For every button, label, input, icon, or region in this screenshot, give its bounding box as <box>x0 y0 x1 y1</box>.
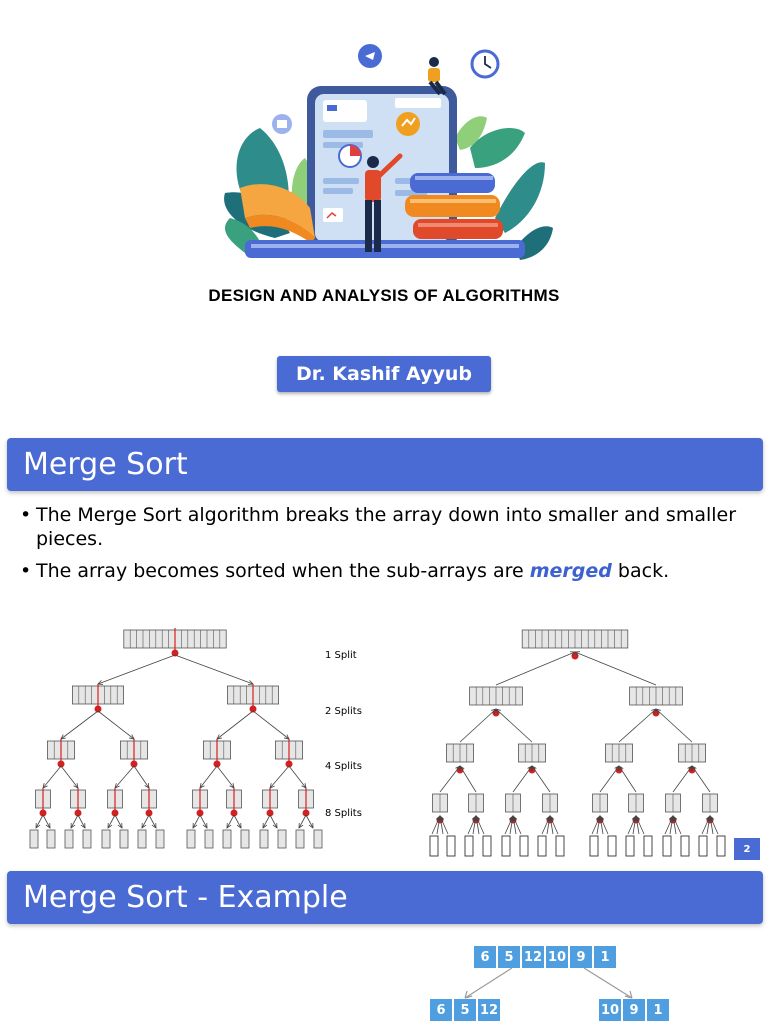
tree-arrow <box>134 766 149 788</box>
single-element <box>681 836 689 856</box>
bullet-text: The Merge Sort algorithm breaks the array down into smaller and smaller pieces. <box>36 504 737 550</box>
split-point <box>572 653 579 660</box>
single-element <box>608 836 616 856</box>
tree-arrow <box>619 709 656 742</box>
tree-arrow <box>513 766 532 792</box>
array-cell: 9 <box>623 999 645 1021</box>
tree-arrow <box>460 766 476 792</box>
bullet-text-after: back. <box>611 560 670 582</box>
array-cell: 9 <box>570 946 592 968</box>
page-number-badge: 2 <box>734 838 760 860</box>
array-cell: 6 <box>430 999 452 1021</box>
single-element <box>30 830 38 848</box>
tree-arrow <box>142 815 149 828</box>
tree-arrow <box>43 815 50 828</box>
tree-arrow <box>496 652 575 685</box>
array-cell: 6 <box>474 946 496 968</box>
tree-arrow <box>193 815 200 828</box>
tree-arrow <box>78 815 85 828</box>
single-element <box>138 830 146 848</box>
tree-arrow <box>306 815 313 828</box>
split-point <box>493 710 500 717</box>
single-element <box>102 830 110 848</box>
tree-arrow <box>175 655 253 684</box>
single-element <box>278 830 286 848</box>
bullet-dot: • <box>20 560 32 582</box>
array-cell: 5 <box>498 946 520 968</box>
array-cell: 12 <box>522 946 544 968</box>
single-element <box>483 836 491 856</box>
split-level-label: 1 Split <box>325 650 357 661</box>
single-element <box>430 836 438 856</box>
array-cell: 10 <box>546 946 568 968</box>
tree-arrow <box>43 766 61 788</box>
bullet-emphasis: merged <box>529 560 612 582</box>
single-element <box>717 836 725 856</box>
tree-arrow <box>36 815 43 828</box>
slide-title-text: Merge Sort <box>23 447 188 482</box>
single-element <box>156 830 164 848</box>
tree-arrow <box>253 711 289 739</box>
tree-arrow <box>61 766 78 788</box>
split-level-label: 8 Splits <box>325 808 362 819</box>
single-element <box>187 830 195 848</box>
single-element <box>590 836 598 856</box>
single-element <box>626 836 634 856</box>
single-element <box>465 836 473 856</box>
tree-arrow <box>656 709 692 742</box>
single-element <box>502 836 510 856</box>
split-point <box>653 710 660 717</box>
single-element <box>296 830 304 848</box>
array-cell: 10 <box>599 999 621 1021</box>
tree-arrow <box>108 815 115 828</box>
array-cell: 5 <box>454 999 476 1021</box>
split-level-label: 2 Splits <box>325 706 362 717</box>
tree-arrow <box>575 652 656 685</box>
tree-arrow <box>61 711 98 739</box>
tree-arrow <box>149 815 156 828</box>
left-subarray <box>430 999 500 1021</box>
tree-arrow <box>532 766 550 792</box>
split-level-label: 4 Splits <box>325 761 362 772</box>
single-element <box>223 830 231 848</box>
single-element <box>120 830 128 848</box>
tree-arrow <box>227 815 234 828</box>
single-element <box>260 830 268 848</box>
tree-arrow <box>200 766 217 788</box>
single-element <box>47 830 55 848</box>
single-element <box>663 836 671 856</box>
tree-arrow <box>496 709 532 742</box>
bullet-item <box>20 503 740 551</box>
single-element <box>520 836 528 856</box>
tree-arrow <box>673 766 692 792</box>
tree-arrow <box>71 815 78 828</box>
course-title: DESIGN AND ANALYSIS OF ALGORITHMS <box>208 286 560 305</box>
tree-arrow <box>289 766 306 788</box>
tree-arrow <box>460 709 496 742</box>
merge-tree-diagram <box>420 622 740 862</box>
root-array <box>474 946 616 968</box>
single-element <box>83 830 91 848</box>
tree-arrow <box>98 655 175 684</box>
single-element <box>314 830 322 848</box>
tree-arrow <box>217 766 234 788</box>
author-badge: Dr. Kashif Ayyub <box>277 356 491 392</box>
slide-title-merge-sort <box>7 438 763 491</box>
tree-arrow <box>440 766 460 792</box>
bullet-item <box>20 559 740 583</box>
split-tree-diagram <box>20 622 370 852</box>
tree-arrow <box>270 766 289 788</box>
tree-arrow <box>299 815 306 828</box>
single-element <box>447 836 455 856</box>
tree-arrow <box>200 815 207 828</box>
tree-arrow <box>692 766 710 792</box>
right-subarray <box>599 999 669 1021</box>
split-point <box>172 650 179 657</box>
tree-arrow <box>217 711 253 739</box>
single-element <box>538 836 546 856</box>
single-element <box>699 836 707 856</box>
tree-arrow <box>263 815 270 828</box>
tree-arrow <box>270 815 277 828</box>
bullet-dot: • <box>20 504 32 526</box>
tree-arrow <box>98 711 134 739</box>
array-cell: 1 <box>647 999 669 1021</box>
tree-arrow <box>115 815 122 828</box>
array-cell: 12 <box>478 999 500 1021</box>
tree-arrow <box>234 815 241 828</box>
slide-title-text: Merge Sort - Example <box>23 880 348 915</box>
bullet-text-before: The array becomes sorted when the sub-arrays are <box>36 560 530 582</box>
single-element <box>556 836 564 856</box>
single-element <box>241 830 249 848</box>
slide-title-merge-sort-example <box>7 871 763 924</box>
single-element <box>65 830 73 848</box>
algorithms-illustration <box>215 38 555 266</box>
tree-arrow <box>619 766 636 792</box>
array-cell: 1 <box>594 946 616 968</box>
tree-arrow <box>115 766 134 788</box>
single-element <box>644 836 652 856</box>
single-element <box>205 830 213 848</box>
tree-arrow <box>600 766 619 792</box>
